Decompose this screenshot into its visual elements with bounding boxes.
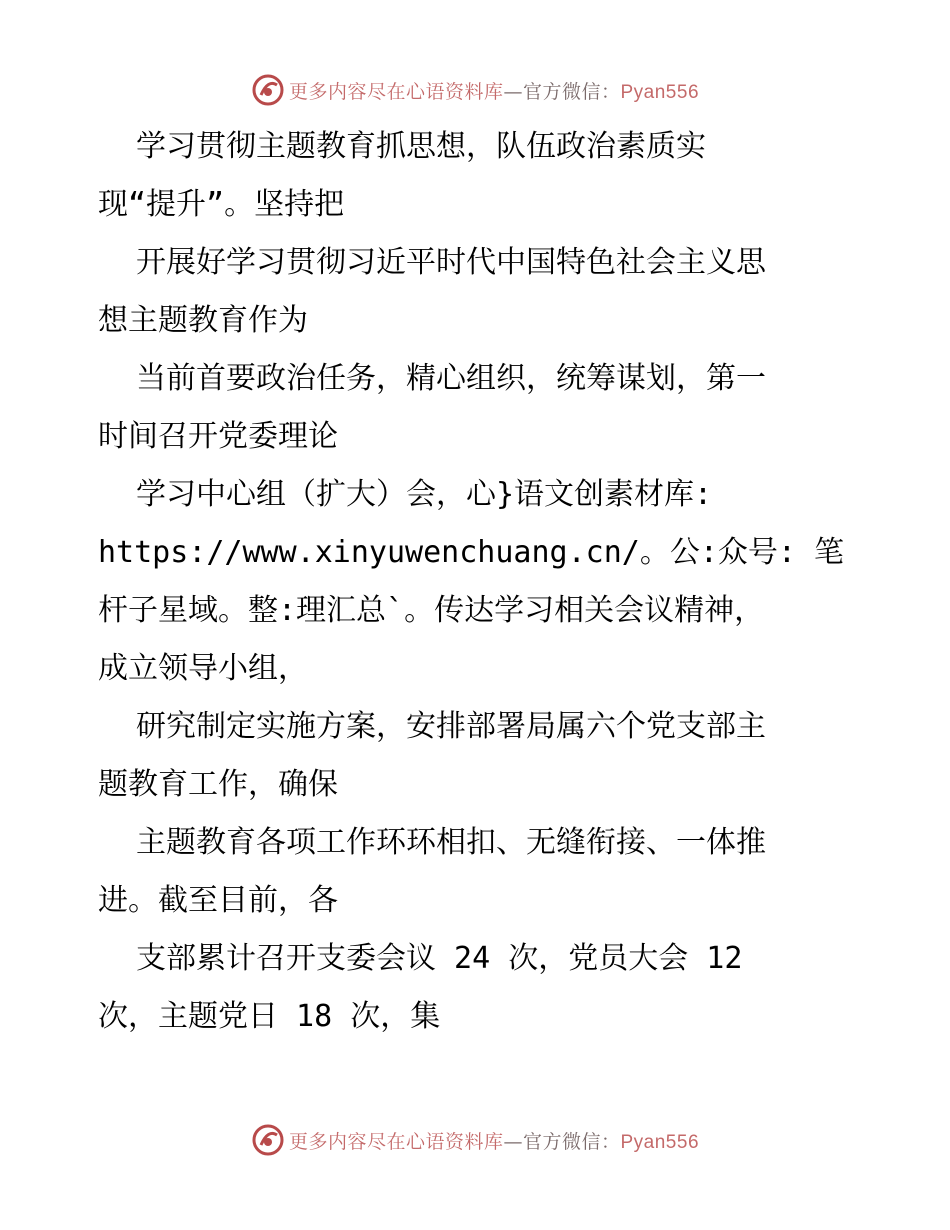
text-line: https://www.xinyuwenchuang.cn/。公:众号: 笔	[98, 535, 845, 570]
footer-banner-dash: —	[503, 1130, 523, 1153]
footer-banner-id: Pyan556	[620, 1131, 700, 1153]
header-banner-cn: 更多内容尽在心语资料库	[288, 80, 504, 103]
header-banner-id: Pyan556	[620, 81, 700, 103]
text-line: 当前首要政治任务，精心组织，统筹谋划，第一	[136, 361, 766, 396]
header-banner	[0, 70, 950, 110]
header-banner-wechat: 官方微信：	[522, 80, 621, 103]
footer-banner	[0, 1120, 950, 1160]
header-banner-dash: —	[503, 80, 523, 103]
text-line: 学习贯彻主题教育抓思想，队伍政治素质实	[136, 129, 706, 164]
text-line: 研究制定实施方案，安排部署局属六个党支部主	[136, 709, 766, 744]
text-line: 想主题教育作为	[98, 303, 308, 338]
text-line: 支部累计召开支委会议 24 次，党员大会 12	[136, 941, 743, 976]
text-line: 成立领导小组，	[98, 651, 308, 686]
footer-banner-cn: 更多内容尽在心语资料库	[288, 1130, 504, 1153]
text-line: 时间召开党委理论	[98, 419, 338, 454]
text-line: 题教育工作，确保	[98, 767, 338, 802]
footer-banner-wechat: 官方微信：	[522, 1130, 621, 1153]
text-line: 杆子星域。整:理汇总`。传达学习相关会议精神，	[98, 593, 765, 628]
text-line: 主题教育各项工作环环相扣、无缝衔接、一体推	[136, 825, 766, 860]
red-circular-logo-icon	[251, 73, 285, 107]
text-line: 学习中心组（扩大）会，心}语文创素材库:	[136, 477, 713, 512]
text-line: 开展好学习贯彻习近平时代中国特色社会主义思	[136, 245, 766, 280]
text-line: 次，主题党日 18 次，集	[98, 999, 441, 1034]
text-line: 进。截至目前，各	[98, 883, 338, 918]
text-line: 现“提升”。坚持把	[98, 187, 345, 222]
footer-banner-text	[289, 1127, 699, 1154]
body-text	[98, 118, 858, 1046]
header-banner-text	[289, 77, 699, 104]
red-circular-logo-icon	[251, 1123, 285, 1157]
